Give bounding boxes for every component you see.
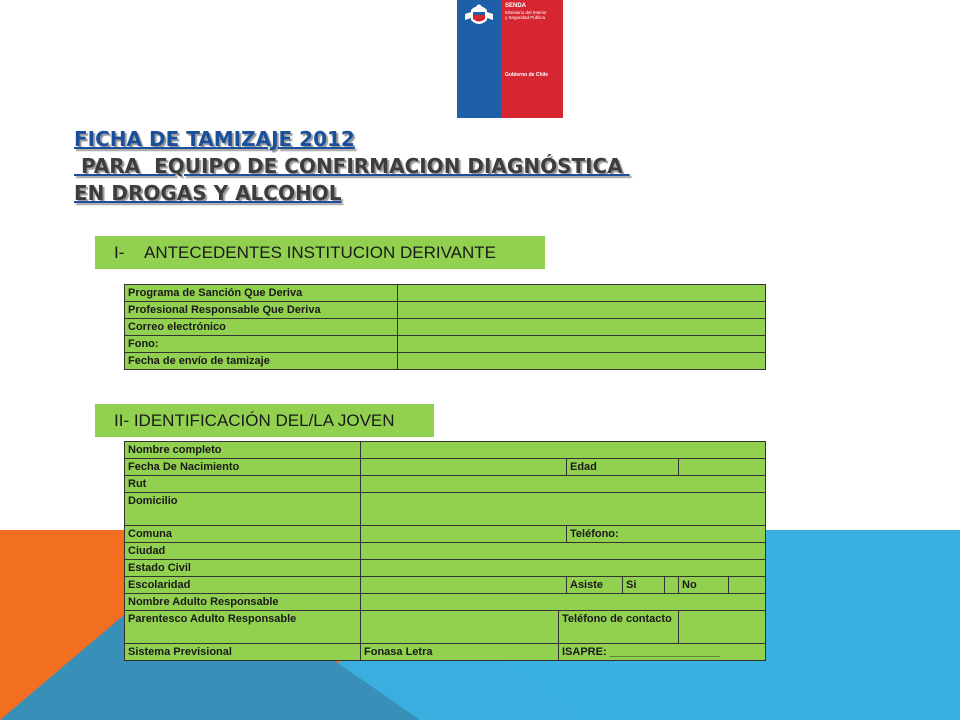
adulto-responsable-label: Nombre Adulto Responsable	[125, 594, 361, 611]
asiste-label: Asiste	[567, 577, 623, 594]
escolaridad-input-cell[interactable]	[361, 577, 567, 594]
nombre-input-cell[interactable]	[361, 442, 766, 459]
table-row	[125, 526, 766, 543]
rut-label: Rut	[125, 476, 361, 493]
row-label: Programa de Sanción Que Deriva	[125, 285, 398, 302]
table-row	[125, 560, 766, 577]
si-checkbox-cell[interactable]	[665, 577, 679, 594]
profesional-input-cell[interactable]	[398, 302, 766, 319]
logo-government: Gobierno de Chile	[505, 72, 549, 78]
fecha-nacimiento-input-cell[interactable]	[361, 459, 567, 476]
estado-civil-input-cell[interactable]	[361, 560, 766, 577]
sistema-previsional-label: Sistema Previsional	[125, 644, 361, 661]
no-option[interactable]: No	[679, 577, 729, 594]
ciudad-label: Ciudad	[125, 543, 361, 560]
table-row	[125, 285, 766, 302]
page-title	[74, 126, 716, 207]
fecha-nacimiento-label: Fecha De Nacimiento	[125, 459, 361, 476]
table-row	[125, 319, 766, 336]
table-row	[125, 459, 766, 476]
edad-input-cell[interactable]	[679, 459, 766, 476]
chile-crest-icon	[461, 2, 497, 28]
fono-input-cell[interactable]	[398, 336, 766, 353]
domicilio-input-cell[interactable]	[361, 493, 766, 526]
si-option[interactable]: Si	[623, 577, 665, 594]
table-row	[125, 611, 766, 644]
table-row	[125, 476, 766, 493]
domicilio-label: Domicilio	[125, 493, 361, 526]
table-row	[125, 302, 766, 319]
edad-label: Edad	[567, 459, 679, 476]
row-label: Fono:	[125, 336, 398, 353]
adulto-responsable-input-cell[interactable]	[361, 594, 766, 611]
section1-label: ANTECEDENTES INSTITUCION DERIVANTE	[144, 243, 496, 262]
section1-number: I-	[114, 243, 125, 262]
title-line2: PARA EQUIPO DE CONFIRMACION DIAGNÓSTICA	[74, 154, 630, 178]
telefono-contacto-label: Teléfono de contacto	[559, 611, 679, 644]
institucion-derivante-table	[124, 284, 766, 370]
nombre-label: Nombre completo	[125, 442, 361, 459]
row-label: Profesional Responsable Que Deriva	[125, 302, 398, 319]
title-line3: EN DROGAS Y ALCOHOL	[74, 181, 342, 205]
correo-input-cell[interactable]	[398, 319, 766, 336]
comuna-input-cell[interactable]	[361, 526, 567, 543]
logo-brand: SENDA	[505, 3, 527, 9]
section2-header: II- IDENTIFICACIÓN DEL/LA JOVEN	[95, 404, 434, 437]
isapre-label[interactable]: ISAPRE: __________________	[559, 644, 766, 661]
logo-ministry-line2: y Seguridad Pública	[505, 15, 546, 20]
fonasa-label[interactable]: Fonasa Letra	[361, 644, 559, 661]
section1-header	[95, 236, 545, 269]
table-row	[125, 336, 766, 353]
comuna-label: Comuna	[125, 526, 361, 543]
ciudad-input-cell[interactable]	[361, 543, 766, 560]
no-checkbox-cell[interactable]	[729, 577, 766, 594]
table-row	[125, 353, 766, 370]
programa-input-cell[interactable]	[398, 285, 766, 302]
table-row	[125, 577, 766, 594]
telefono-label: Teléfono:	[567, 526, 766, 543]
rut-input-cell[interactable]	[361, 476, 766, 493]
table-row	[125, 493, 766, 526]
logo-blue-panel	[457, 0, 501, 118]
row-label: Correo electrónico	[125, 319, 398, 336]
identificacion-joven-table	[124, 441, 766, 661]
parentesco-label: Parentesco Adulto Responsable	[125, 611, 361, 644]
fecha-envio-input-cell[interactable]	[398, 353, 766, 370]
estado-civil-label: Estado Civil	[125, 560, 361, 577]
senda-logo	[457, 0, 563, 118]
table-row	[125, 543, 766, 560]
parentesco-input-cell[interactable]	[361, 611, 559, 644]
title-line1: FICHA DE TAMIZAJE 2012	[74, 127, 355, 151]
escolaridad-label: Escolaridad	[125, 577, 361, 594]
telefono-contacto-input-cell[interactable]	[679, 611, 766, 644]
row-label: Fecha de envío de tamizaje	[125, 353, 398, 370]
logo-red-panel	[501, 0, 563, 118]
logo-ministry-line1: Ministerio del Interior	[505, 10, 547, 15]
table-row	[125, 644, 766, 661]
table-row	[125, 594, 766, 611]
table-row	[125, 442, 766, 459]
